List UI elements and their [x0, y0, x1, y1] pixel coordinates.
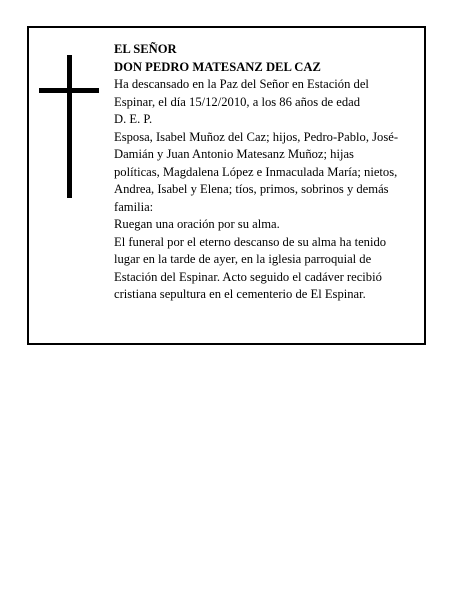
- cross-vertical-bar: [67, 55, 72, 198]
- notice-body-line: Ruegan una oración por su alma.: [114, 217, 280, 231]
- notice-body-line: Esposa, Isabel Muñoz del Caz; hijos, Pedro-Pablo, José-: [114, 129, 399, 144]
- notice-body-line: Ha descansado en la Paz del Señor en Estación del: [114, 77, 369, 91]
- notice-text: [114, 41, 422, 304]
- notice-title-line: EL SEÑOR: [114, 42, 177, 56]
- notice-body-line: Andrea, Isabel y Elena; tíos, primos, sobrinos y demás: [114, 182, 389, 196]
- obituary-notice: [27, 26, 426, 345]
- cross-icon: [39, 55, 99, 198]
- notice-body-line: políticas, Magdalena López e Inmaculada María; nietos,: [114, 164, 398, 179]
- notice-body-line: Damián y Juan Antonio Matesanz Muñoz; hijas: [114, 147, 354, 161]
- deceased-name: DON PEDRO MATESANZ DEL CAZ: [114, 59, 321, 74]
- notice-body-line: Estación del Espinar. Acto seguido el cadáver recibió: [114, 269, 382, 284]
- notice-body-line: cristiana sepultura en el cementerio de El Espinar.: [114, 287, 366, 301]
- notice-body-line: lugar en la tarde de ayer, en la iglesia parroquial de: [114, 252, 372, 266]
- notice-body-line: El funeral por el eterno descanso de su alma ha tenido: [114, 234, 387, 249]
- cross-horizontal-bar: [39, 88, 99, 93]
- notice-body-line: familia:: [114, 199, 154, 214]
- notice-body-line: Espinar, el día 15/12/2010, a los 86 años de edad: [114, 94, 361, 109]
- rip-line: D. E. P.: [114, 112, 153, 126]
